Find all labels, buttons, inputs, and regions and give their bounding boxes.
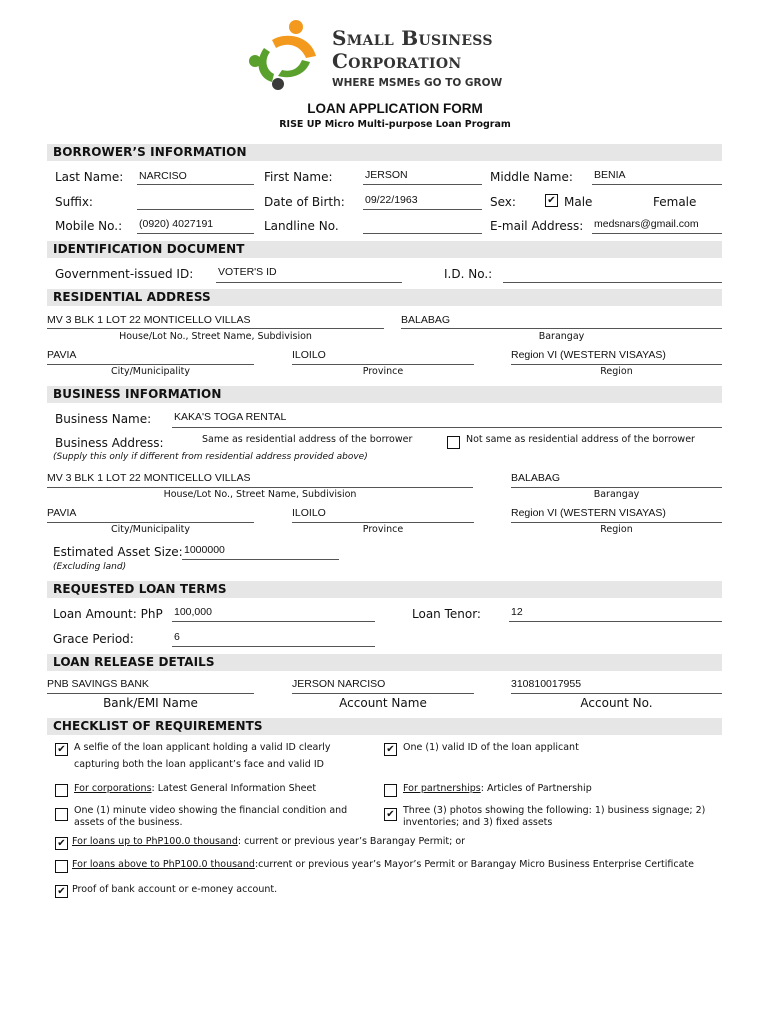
partnerships-text: : Articles of Partnership: [480, 783, 592, 794]
first-name-label: First Name:: [264, 170, 333, 184]
res-province-field[interactable]: ILOILO: [292, 349, 326, 361]
account-no-underline: [511, 693, 722, 694]
loans-above-text: :current or previous year’s Mayor’s Permit or Barangay Micro Business Enterprise Certificate: [254, 859, 694, 870]
res-region-caption: Region: [600, 366, 633, 377]
biz-city-caption: City/Municipality: [110, 524, 191, 535]
selfie-item-line2: capturing both the loan applicant’s face and valid ID: [74, 759, 324, 770]
account-no-caption: Account No.: [580, 696, 653, 710]
sbc-logo-mark-icon: [244, 18, 324, 92]
video-item: [74, 805, 347, 829]
account-name-underline: [292, 693, 474, 694]
res-region-underline: [511, 364, 722, 365]
loan-amount-label: Loan Amount: PhP: [53, 607, 163, 621]
loans-upto-link: For loans up to PhP100.0 thousand: [72, 836, 238, 847]
landline-underline: [363, 233, 482, 234]
bank-name-field[interactable]: PNB SAVINGS BANK: [47, 678, 149, 690]
mobile-label: Mobile No.:: [55, 219, 123, 233]
res-city-underline: [47, 364, 254, 365]
corporations-link: For corporations: [74, 783, 152, 794]
res-house-field[interactable]: MV 3 BLK 1 LOT 22 MONTICELLO VILLAS: [47, 314, 251, 326]
res-barangay-caption: Barangay: [538, 331, 585, 342]
dob-label: Date of Birth:: [264, 195, 345, 209]
loans-upto-item: [72, 835, 465, 849]
photos-checkbox[interactable]: ✔: [384, 808, 397, 821]
section-header-checklist: CHECKLIST OF REQUIREMENTS: [47, 718, 722, 735]
gov-id-label: Government-issued ID:: [55, 267, 194, 281]
res-city-field[interactable]: PAVIA: [47, 349, 77, 361]
section-header-loan-terms: REQUESTED LOAN TERMS: [47, 581, 722, 598]
loan-amount-underline: [172, 621, 375, 622]
res-province-underline: [292, 364, 474, 365]
video-item-line1: One (1) minute video showing the financial condition and: [74, 805, 348, 816]
corporations-text: : Latest General Information Sheet: [151, 783, 317, 794]
supply-note: (Supply this only if different from residential address provided above): [53, 452, 368, 462]
middle-name-label: Middle Name:: [490, 170, 573, 184]
form-subtitle: RISE UP Micro Multi-purpose Loan Program: [279, 119, 511, 130]
biz-barangay-caption: Barangay: [593, 489, 640, 500]
corporations-item: [74, 782, 316, 796]
brand-tagline: WHERE MSMEs GO TO GROW: [332, 77, 503, 89]
first-name-underline: [363, 184, 482, 185]
account-no-field[interactable]: 310810017955: [511, 678, 582, 690]
suffix-label: Suffix:: [55, 195, 93, 209]
middle-name-underline: [592, 184, 722, 185]
dob-field[interactable]: 09/22/1963: [365, 194, 418, 206]
sex-male-label: Male: [564, 195, 593, 209]
video-item-line2: assets of the business.: [74, 817, 183, 828]
suffix-underline: [137, 209, 254, 210]
loans-upto-checkbox[interactable]: ✔: [55, 837, 68, 850]
biz-city-underline: [47, 522, 254, 523]
landline-label: Landline No.: [264, 219, 339, 233]
sbc-logo: [244, 18, 324, 92]
grace-period-field[interactable]: 6: [174, 631, 180, 643]
business-name-label: Business Name:: [55, 412, 152, 426]
photos-item: [403, 805, 705, 829]
id-no-underline: [503, 282, 722, 283]
selfie-item: [74, 741, 331, 772]
bank-name-caption: Bank/EMI Name: [103, 696, 198, 710]
grace-period-label: Grace Period:: [53, 632, 134, 646]
account-name-caption: Account Name: [339, 696, 427, 710]
loan-tenor-label: Loan Tenor:: [412, 607, 481, 621]
business-name-underline: [172, 427, 722, 428]
biz-province-underline: [292, 522, 474, 523]
photos-item-line2: inventories; and 3) fixed assets: [403, 817, 553, 828]
asset-size-underline: [182, 559, 339, 560]
mobile-field[interactable]: (0920) 4027191: [139, 218, 214, 230]
biz-region-field[interactable]: Region VI (WESTERN VISAYAS): [511, 507, 666, 519]
res-region-field[interactable]: Region VI (WESTERN VISAYAS): [511, 349, 666, 361]
email-label: E-mail Address:: [490, 219, 584, 233]
middle-name-field[interactable]: BENIA: [594, 169, 626, 181]
business-address-label: Business Address:: [55, 436, 164, 450]
biz-house-underline: [47, 487, 473, 488]
partnerships-link: For partnerships: [403, 783, 481, 794]
loans-above-link: For loans above to PhP100.0 thousand: [72, 859, 255, 870]
gov-id-field[interactable]: VOTER'S ID: [218, 266, 277, 278]
first-name-field[interactable]: JERSON: [365, 169, 408, 181]
loans-above-checkbox[interactable]: [55, 860, 68, 873]
grace-period-underline: [172, 646, 375, 647]
loan-amount-field[interactable]: 100,000: [174, 606, 212, 618]
bank-proof-item: Proof of bank account or e-money account.: [72, 884, 278, 895]
biz-barangay-underline: [511, 487, 722, 488]
bank-proof-checkbox[interactable]: ✔: [55, 885, 68, 898]
asset-size-field[interactable]: 1000000: [184, 544, 225, 556]
res-barangay-underline: [401, 328, 722, 329]
partnerships-item: [403, 782, 592, 796]
section-header-residential: RESIDENTIAL ADDRESS: [47, 289, 722, 306]
loans-above-item: [72, 858, 694, 872]
brand-name-line2: Corporation: [332, 49, 462, 73]
bank-name-underline: [47, 693, 254, 694]
brand-name-line1: Small Business: [332, 26, 493, 50]
corporations-checkbox[interactable]: [55, 784, 68, 797]
last-name-label: Last Name:: [55, 170, 124, 184]
biz-house-field[interactable]: MV 3 BLK 1 LOT 22 MONTICELLO VILLAS: [47, 472, 251, 484]
mobile-underline: [137, 233, 254, 234]
asset-size-label: Estimated Asset Size:: [53, 545, 183, 559]
biz-province-caption: Province: [362, 524, 404, 535]
business-name-field[interactable]: KAKA'S TOGA RENTAL: [174, 411, 287, 423]
loans-upto-text: : current or previous year’s Barangay Permit; or: [237, 836, 466, 847]
id-no-label: I.D. No.:: [444, 267, 493, 281]
section-header-identification: IDENTIFICATION DOCUMENT: [47, 241, 722, 258]
partnerships-checkbox[interactable]: [384, 784, 397, 797]
account-name-field[interactable]: JERSON NARCISO: [292, 678, 386, 690]
last-name-field[interactable]: NARCISO: [139, 170, 187, 182]
email-field[interactable]: medsnars@gmail.com: [594, 218, 699, 230]
video-checkbox[interactable]: [55, 808, 68, 821]
sex-female-label: Female: [653, 195, 697, 209]
res-house-caption: House/Lot No., Street Name, Subdivision: [119, 331, 312, 342]
selfie-checkbox[interactable]: ✔: [55, 743, 68, 756]
selfie-item-line1: A selfie of the loan applicant holding a valid ID clearly: [74, 742, 331, 753]
photos-item-line1: Three (3) photos showing the following: 1) business signage; 2): [403, 805, 706, 816]
form-title: LOAN APPLICATION FORM: [307, 101, 483, 116]
valid-id-checkbox[interactable]: ✔: [384, 743, 397, 756]
not-same-address-checkbox[interactable]: [447, 436, 460, 449]
biz-barangay-field[interactable]: BALABAG: [511, 472, 561, 484]
asset-size-note: (Excluding land): [53, 562, 127, 572]
res-city-caption: City/Municipality: [110, 366, 191, 377]
gov-id-underline: [216, 282, 402, 283]
loan-tenor-field[interactable]: 12: [511, 606, 523, 618]
sex-male-checkbox[interactable]: ✔: [545, 194, 558, 207]
sex-label: Sex:: [490, 195, 516, 209]
biz-region-underline: [511, 522, 722, 523]
last-name-underline: [137, 184, 254, 185]
biz-city-field[interactable]: PAVIA: [47, 507, 77, 519]
loan-tenor-underline: [509, 621, 722, 622]
section-header-loan-release: LOAN RELEASE DETAILS: [47, 654, 722, 671]
section-header-business: BUSINESS INFORMATION: [47, 386, 722, 403]
res-province-caption: Province: [362, 366, 404, 377]
res-house-underline: [47, 328, 384, 329]
valid-id-item: One (1) valid ID of the loan applicant: [403, 742, 579, 753]
dob-underline: [363, 209, 482, 210]
biz-house-caption: House/Lot No., Street Name, Subdivision: [163, 489, 357, 500]
res-barangay-field[interactable]: BALABAG: [401, 314, 451, 326]
section-header-borrower: BORROWER’S INFORMATION: [47, 144, 722, 161]
biz-province-field[interactable]: ILOILO: [292, 507, 326, 519]
same-address-option[interactable]: Same as residential address of the borrower: [202, 434, 413, 445]
email-underline: [592, 233, 722, 234]
biz-region-caption: Region: [600, 524, 633, 535]
not-same-address-label: Not same as residential address of the borrower: [466, 434, 695, 445]
